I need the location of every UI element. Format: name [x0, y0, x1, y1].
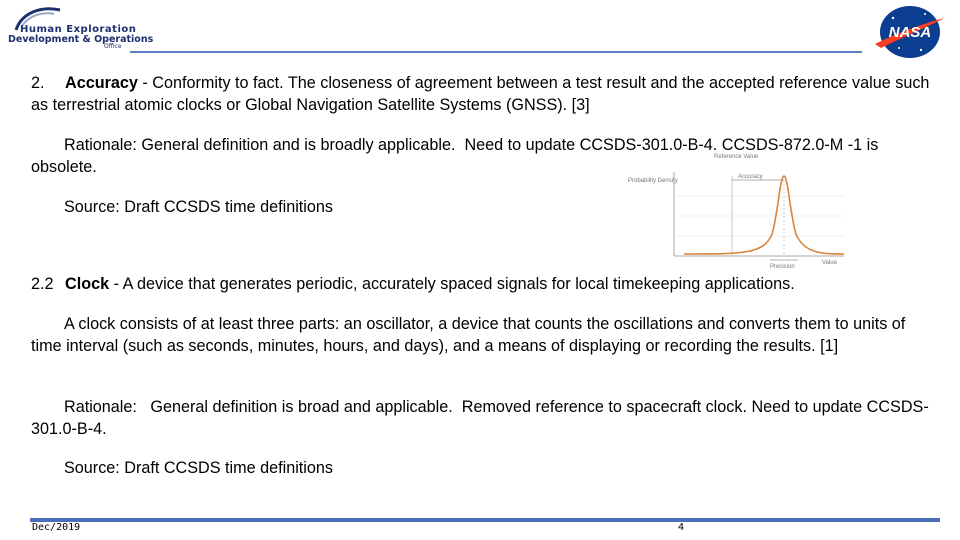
section-number: 2.2 — [31, 275, 54, 293]
logo-text-line3: Office — [104, 43, 122, 50]
page-number: 4 — [678, 522, 685, 533]
term-clock: Clock — [65, 275, 110, 293]
header-rule — [130, 51, 862, 53]
clock-definition-text: - A device that generates periodic, accurately spaced signals for local timekeeping applications. — [109, 275, 795, 293]
section-number: 2. — [31, 74, 45, 92]
heo-logo — [8, 4, 154, 50]
clock-rationale: Rationale: General definition is broad and applicable. Removed reference to spacecraft clock. Need to update CCSDS-301.0-B-4. — [31, 398, 929, 438]
clock-detail: A clock consists of at least three parts: an oscillator, a device that counts the oscillations and converts them to units of time interval (such as seconds, minutes, hours, and days), and a means of displaying or recording the results. [1] — [31, 315, 910, 355]
nasa-wordmark: NASA — [888, 24, 932, 41]
logo-text-line2: Development & Operations — [8, 34, 154, 45]
accuracy-definition — [31, 72, 934, 116]
y-axis-label: Probability Density — [628, 178, 678, 184]
accuracy-precision-figure — [624, 150, 856, 272]
footer-date: Dec/2019 — [32, 522, 81, 533]
footer-rule — [30, 518, 940, 522]
clock-definition — [31, 273, 931, 295]
clock-source: Source: Draft CCSDS time definitions — [64, 459, 333, 477]
accuracy-source: Source: Draft CCSDS time definitions — [64, 198, 333, 216]
logo-text-line1: Human Exploration — [20, 24, 137, 35]
reference-value-label: Reference Value — [714, 154, 759, 160]
nasa-logo-icon — [873, 4, 947, 60]
x-axis-label: Value — [822, 260, 837, 266]
precision-label: Precision — [770, 264, 795, 270]
accuracy-definition-text: - Conformity to fact. The closeness of agreement between a test result and the accepted reference value such as terrestrial atomic clocks or Global Navigation Satellite Systems (GNSS). [3] — [31, 74, 934, 114]
term-accuracy: Accuracy — [65, 74, 138, 92]
distribution-curve — [684, 176, 844, 254]
accuracy-label: Accuracy — [738, 174, 763, 180]
accuracy-rationale: Rationale: General definition and is broadly applicable. Need to update CCSDS-301.0-B-4. CCSDS-872.0-M -1 is obsolete. — [31, 136, 883, 176]
